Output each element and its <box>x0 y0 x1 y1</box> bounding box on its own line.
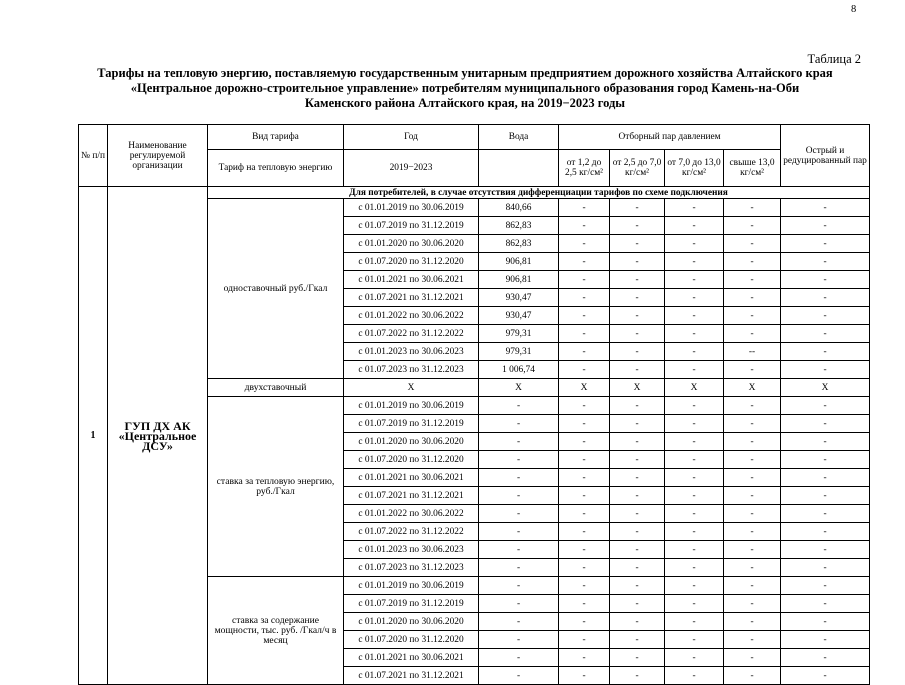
pressure-4-value: - <box>724 577 781 595</box>
tariff-period: с 01.07.2019 по 31.12.2019 <box>344 595 479 613</box>
pressure-2-value: - <box>610 451 665 469</box>
pressure-1-value: - <box>559 289 610 307</box>
sharp-steam-value: - <box>781 397 870 415</box>
water-value: - <box>479 667 559 685</box>
pressure-3-value: - <box>665 613 724 631</box>
tariff-period: с 01.07.2020 по 31.12.2020 <box>344 253 479 271</box>
header-tariff-type: Вид тарифа <box>208 125 344 150</box>
tariff-period: с 01.01.2023 по 30.06.2023 <box>344 541 479 559</box>
organization-name: ГУП ДХ АК «Центральное ДСУ» <box>108 187 208 685</box>
tariff-period: с 01.01.2020 по 30.06.2020 <box>344 433 479 451</box>
header-pressure-4: свыше 13,0 кг/см² <box>724 150 781 187</box>
water-value: - <box>479 649 559 667</box>
header-years-range: 2019−2023 <box>344 150 479 187</box>
water-value: 930,47 <box>479 289 559 307</box>
tariff-period: с 01.01.2019 по 30.06.2019 <box>344 199 479 217</box>
tariff-period: с 01.07.2021 по 31.12.2021 <box>344 487 479 505</box>
sharp-steam-value: - <box>781 469 870 487</box>
pressure-3-value: - <box>665 469 724 487</box>
tariff-period: с 01.07.2021 по 31.12.2021 <box>344 667 479 685</box>
pressure-2-value: - <box>610 361 665 379</box>
pressure-1-value: - <box>559 523 610 541</box>
water-value: - <box>479 415 559 433</box>
tariff-period: с 01.01.2021 по 30.06.2021 <box>344 469 479 487</box>
pressure-4-value: - <box>724 397 781 415</box>
water-value: - <box>479 451 559 469</box>
pressure-1-value: - <box>559 649 610 667</box>
pressure-4-value: - <box>724 361 781 379</box>
table-label: Таблица 2 <box>807 52 861 66</box>
header-pressure-3: от 7,0 до 13,0 кг/см² <box>665 150 724 187</box>
pressure-3-value: - <box>665 199 724 217</box>
header-pressure-1: от 1,2 до 2,5 кг/см² <box>559 150 610 187</box>
pressure-2-value: - <box>610 343 665 361</box>
water-value: - <box>479 559 559 577</box>
sharp-steam-value: - <box>781 289 870 307</box>
water-value: - <box>479 595 559 613</box>
sharp-steam-value: - <box>781 343 870 361</box>
pressure-2-value: - <box>610 541 665 559</box>
pressure-3-value: - <box>665 577 724 595</box>
heading-line-3: Каменского района Алтайского края, на 2019−2023 годы <box>304 96 626 110</box>
pressure-4-value: -- <box>724 343 781 361</box>
pressure-1-value: - <box>559 433 610 451</box>
pressure-4-value: - <box>724 289 781 307</box>
pressure-3-value: - <box>665 631 724 649</box>
pressure-3-value: - <box>665 505 724 523</box>
pressure-2-value: - <box>610 577 665 595</box>
sharp-steam-value: - <box>781 613 870 631</box>
water-value: 840,66 <box>479 199 559 217</box>
pressure-3-value: - <box>665 235 724 253</box>
heading-line-1: Тарифы на тепловую энергию, поставляемую государственным унитарным предприятием дорожного хозяйства Алтайского края <box>97 66 833 80</box>
water-value: 979,31 <box>479 343 559 361</box>
tariff-period: с 01.07.2020 по 31.12.2020 <box>344 631 479 649</box>
pressure-2-value: - <box>610 199 665 217</box>
pressure-2-value: - <box>610 235 665 253</box>
pressure-4-value: - <box>724 199 781 217</box>
tariff-period: с 01.07.2019 по 31.12.2019 <box>344 217 479 235</box>
sharp-steam-value: - <box>781 271 870 289</box>
pressure-1-value: - <box>559 577 610 595</box>
pressure-2-value: - <box>610 397 665 415</box>
sharp-steam-value: - <box>781 253 870 271</box>
header-water: Вода <box>479 125 559 150</box>
sharp-steam-value: - <box>781 451 870 469</box>
tariff-period: с 01.01.2021 по 30.06.2021 <box>344 271 479 289</box>
pressure-2-value: - <box>610 253 665 271</box>
pressure-2-value: - <box>610 649 665 667</box>
header-water-blank <box>479 150 559 187</box>
tariff-period: с 01.01.2023 по 30.06.2023 <box>344 343 479 361</box>
pressure-3-value: - <box>665 307 724 325</box>
pressure-1-value: - <box>559 487 610 505</box>
pressure-1-value: - <box>559 397 610 415</box>
pressure-4-value: - <box>724 451 781 469</box>
header-sharp-steam: Острый и редуцированный пар <box>781 125 870 187</box>
pressure-4-value: - <box>724 487 781 505</box>
pressure-2-value: - <box>610 559 665 577</box>
pressure-4-value: - <box>724 307 781 325</box>
tariff-period: с 01.07.2023 по 31.12.2023 <box>344 559 479 577</box>
pressure-3-value: - <box>665 541 724 559</box>
sharp-steam-value: - <box>781 415 870 433</box>
tariff-type-name: одноставочный руб./Гкал <box>208 199 344 379</box>
water-value: - <box>479 397 559 415</box>
tariff-period: с 01.07.2022 по 31.12.2022 <box>344 523 479 541</box>
tariff-period: с 01.01.2021 по 30.06.2021 <box>344 649 479 667</box>
heading-line-2: «Центральное дорожно-строительное управление» потребителям муниципального образования город Камень-на-Оби <box>130 81 800 95</box>
header-year: Год <box>344 125 479 150</box>
pressure-3-value: - <box>665 253 724 271</box>
pressure-1-value: - <box>559 235 610 253</box>
pressure-3-value: - <box>665 667 724 685</box>
pressure-4-value: - <box>724 325 781 343</box>
tariff-table-body <box>79 187 870 685</box>
pressure-1-value: - <box>559 631 610 649</box>
pressure-3-value: - <box>665 559 724 577</box>
pressure-3-value: - <box>665 343 724 361</box>
tariff-period: с 01.07.2023 по 31.12.2023 <box>344 361 479 379</box>
pressure-2-value: - <box>610 631 665 649</box>
header-org: Наименование регулируемой организации <box>108 125 208 187</box>
pressure-3-value: - <box>665 271 724 289</box>
water-value: 979,31 <box>479 325 559 343</box>
water-value: - <box>479 469 559 487</box>
tariff-type-name: ставка за тепловую энергию, руб./Гкал <box>208 397 344 577</box>
pressure-1-value: - <box>559 415 610 433</box>
pressure-2-value: X <box>610 379 665 397</box>
water-value: - <box>479 631 559 649</box>
water-value: - <box>479 505 559 523</box>
water-value: - <box>479 613 559 631</box>
tariff-type-name: ставка за содержание мощности, тыс. руб. /Гкал/ч в месяц <box>208 577 344 685</box>
sharp-steam-value: - <box>781 433 870 451</box>
water-value: 862,83 <box>479 217 559 235</box>
pressure-3-value: - <box>665 415 724 433</box>
water-value: - <box>479 487 559 505</box>
pressure-2-value: - <box>610 415 665 433</box>
sharp-steam-value: - <box>781 505 870 523</box>
pressure-1-value: - <box>559 253 610 271</box>
water-value: 906,81 <box>479 253 559 271</box>
tariff-period: с 01.07.2020 по 31.12.2020 <box>344 451 479 469</box>
sharp-steam-value: - <box>781 361 870 379</box>
water-value: - <box>479 433 559 451</box>
pressure-2-value: - <box>610 469 665 487</box>
sharp-steam-value: - <box>781 559 870 577</box>
pressure-3-value: - <box>665 649 724 667</box>
sharp-steam-value: - <box>781 307 870 325</box>
water-value: 930,47 <box>479 307 559 325</box>
water-value: - <box>479 541 559 559</box>
water-value: 862,83 <box>479 235 559 253</box>
pressure-1-value: - <box>559 325 610 343</box>
pressure-4-value: - <box>724 235 781 253</box>
pressure-1-value: - <box>559 541 610 559</box>
pressure-2-value: - <box>610 271 665 289</box>
pressure-2-value: - <box>610 433 665 451</box>
pressure-3-value: - <box>665 487 724 505</box>
pressure-4-value: - <box>724 415 781 433</box>
sharp-steam-value: - <box>781 667 870 685</box>
tariff-type-name: двухставочный <box>208 379 344 397</box>
sharp-steam-value: - <box>781 595 870 613</box>
pressure-1-value: - <box>559 505 610 523</box>
header-num: № п/п <box>79 125 108 187</box>
tariff-table <box>78 124 870 685</box>
sharp-steam-value: X <box>781 379 870 397</box>
pressure-1-value: - <box>559 451 610 469</box>
sharp-steam-value: - <box>781 541 870 559</box>
pressure-4-value: - <box>724 541 781 559</box>
pressure-4-value: - <box>724 523 781 541</box>
pressure-4-value: - <box>724 595 781 613</box>
pressure-4-value: - <box>724 253 781 271</box>
pressure-4-value: - <box>724 649 781 667</box>
sharp-steam-value: - <box>781 199 870 217</box>
tariff-period: с 01.01.2019 по 30.06.2019 <box>344 397 479 415</box>
sharp-steam-value: - <box>781 631 870 649</box>
pressure-4-value: - <box>724 433 781 451</box>
pressure-2-value: - <box>610 487 665 505</box>
tariff-period: с 01.01.2020 по 30.06.2020 <box>344 613 479 631</box>
pressure-2-value: - <box>610 289 665 307</box>
pressure-3-value: - <box>665 523 724 541</box>
header-steam: Отборный пар давлением <box>559 125 781 150</box>
pressure-2-value: - <box>610 307 665 325</box>
page-number: 8 <box>851 4 857 15</box>
header-pressure-2: от 2,5 до 7,0 кг/см² <box>610 150 665 187</box>
pressure-2-value: - <box>610 523 665 541</box>
section-title: Для потребителей, в случае отсутствия дифференциации тарифов по схеме подключения <box>208 187 870 199</box>
pressure-1-value: - <box>559 469 610 487</box>
pressure-3-value: - <box>665 361 724 379</box>
pressure-4-value: - <box>724 613 781 631</box>
pressure-2-value: - <box>610 217 665 235</box>
header-tariff-heat: Тариф на тепловую энергию <box>208 150 344 187</box>
sharp-steam-value: - <box>781 577 870 595</box>
pressure-2-value: - <box>610 505 665 523</box>
tariff-period: с 01.01.2022 по 30.06.2022 <box>344 505 479 523</box>
pressure-1-value: X <box>559 379 610 397</box>
pressure-4-value: - <box>724 631 781 649</box>
pressure-1-value: - <box>559 217 610 235</box>
water-value: 1 006,74 <box>479 361 559 379</box>
pressure-2-value: - <box>610 325 665 343</box>
tariff-period: с 01.01.2020 по 30.06.2020 <box>344 235 479 253</box>
pressure-2-value: - <box>610 595 665 613</box>
tariff-period: X <box>344 379 479 397</box>
pressure-3-value: X <box>665 379 724 397</box>
pressure-3-value: - <box>665 325 724 343</box>
sharp-steam-value: - <box>781 217 870 235</box>
water-value: X <box>479 379 559 397</box>
pressure-4-value: - <box>724 271 781 289</box>
pressure-1-value: - <box>559 343 610 361</box>
pressure-1-value: - <box>559 595 610 613</box>
tariff-period: с 01.01.2022 по 30.06.2022 <box>344 307 479 325</box>
pressure-3-value: - <box>665 595 724 613</box>
pressure-4-value: - <box>724 667 781 685</box>
pressure-3-value: - <box>665 397 724 415</box>
pressure-2-value: - <box>610 613 665 631</box>
tariff-period: с 01.07.2019 по 31.12.2019 <box>344 415 479 433</box>
pressure-1-value: - <box>559 361 610 379</box>
row-number: 1 <box>79 187 108 685</box>
pressure-1-value: - <box>559 199 610 217</box>
pressure-4-value: - <box>724 469 781 487</box>
tariff-period: с 01.07.2021 по 31.12.2021 <box>344 289 479 307</box>
pressure-3-value: - <box>665 289 724 307</box>
tariff-period: с 01.07.2022 по 31.12.2022 <box>344 325 479 343</box>
pressure-1-value: - <box>559 667 610 685</box>
pressure-1-value: - <box>559 613 610 631</box>
pressure-2-value: - <box>610 667 665 685</box>
pressure-3-value: - <box>665 217 724 235</box>
sharp-steam-value: - <box>781 325 870 343</box>
sharp-steam-value: - <box>781 523 870 541</box>
pressure-1-value: - <box>559 559 610 577</box>
sharp-steam-value: - <box>781 487 870 505</box>
water-value: 906,81 <box>479 271 559 289</box>
pressure-4-value: - <box>724 505 781 523</box>
pressure-3-value: - <box>665 433 724 451</box>
water-value: - <box>479 523 559 541</box>
tariff-period: с 01.01.2019 по 30.06.2019 <box>344 577 479 595</box>
pressure-1-value: - <box>559 307 610 325</box>
document-heading <box>60 66 870 111</box>
water-value: - <box>479 577 559 595</box>
sharp-steam-value: - <box>781 649 870 667</box>
pressure-4-value: - <box>724 559 781 577</box>
pressure-3-value: - <box>665 451 724 469</box>
pressure-1-value: - <box>559 271 610 289</box>
sharp-steam-value: - <box>781 235 870 253</box>
pressure-4-value: X <box>724 379 781 397</box>
pressure-4-value: - <box>724 217 781 235</box>
